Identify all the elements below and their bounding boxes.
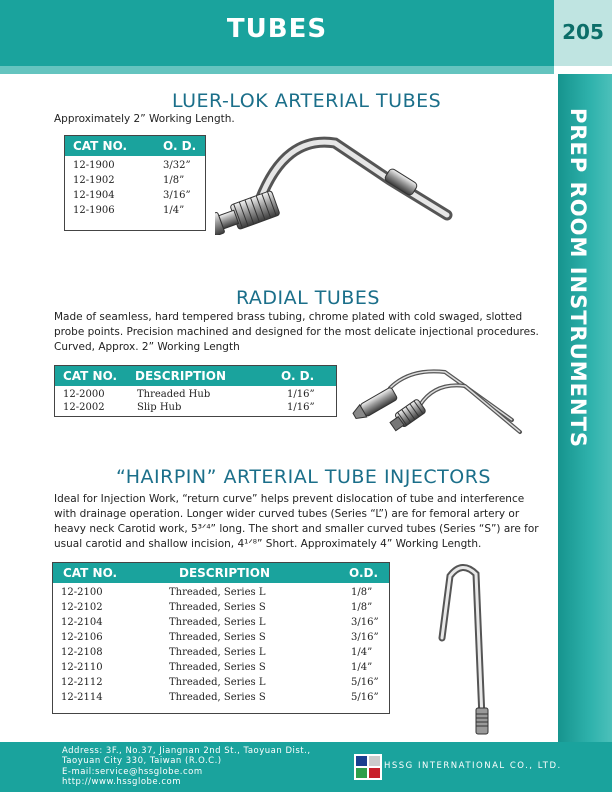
side-label: PREP ROOM INSTRUMENTS — [566, 108, 590, 449]
table-row — [65, 159, 205, 174]
luer-table — [64, 135, 206, 231]
luer-header-od: O. D. — [163, 139, 197, 153]
od-value: 1/16” — [287, 402, 315, 413]
header-stripe — [0, 66, 554, 74]
table-row — [53, 661, 389, 676]
hairpin-table — [52, 562, 390, 714]
description: Threaded, Series S — [169, 662, 266, 673]
table-row — [53, 646, 389, 661]
description: Threaded, Series L — [169, 617, 266, 628]
od-value: 5/16” — [351, 677, 379, 688]
table-row — [55, 388, 336, 401]
luer-header-cat: CAT NO. — [73, 139, 128, 153]
cat-no: 12-2106 — [61, 632, 103, 643]
cat-no: 12-2100 — [61, 587, 103, 598]
cat-no: 12-2102 — [61, 602, 103, 613]
od-value: 3/16” — [351, 632, 379, 643]
cat-no: 12-2000 — [63, 389, 105, 400]
company-logo-icon — [354, 754, 382, 780]
radial-description — [54, 310, 539, 355]
page-number: 205 — [562, 20, 604, 44]
luer-description: Approximately 2” Working Length. — [54, 113, 235, 125]
description: Threaded, Series S — [169, 632, 266, 643]
table-row — [53, 616, 389, 631]
od-value: 1/8” — [351, 602, 373, 613]
radial-tubes-illustration — [350, 360, 530, 440]
od-value: 1/4” — [351, 662, 373, 673]
cat-no: 12-2114 — [61, 692, 103, 703]
od-value: 1/4” — [351, 647, 373, 658]
radial-section-title: RADIAL TUBES — [236, 287, 380, 309]
luer-table-header — [65, 136, 205, 156]
cat-no: 12-2104 — [61, 617, 103, 628]
radial-header-od: O. D. — [281, 369, 315, 383]
luer-tube-illustration — [215, 125, 460, 235]
cat-no: 12-2108 — [61, 647, 103, 658]
radial-header-desc: DESCRIPTION — [135, 369, 227, 383]
company-name: HSSG INTERNATIONAL CO., LTD. — [384, 761, 562, 771]
cat-no: 12-1900 — [73, 160, 115, 171]
table-row — [53, 691, 389, 706]
hairpin-table-header — [53, 563, 389, 583]
cat-no: 12-1906 — [73, 205, 115, 216]
hairpin-header-desc: DESCRIPTION — [179, 566, 271, 580]
hairpin-section-title: “HAIRPIN” ARTERIAL TUBE INJECTORS — [116, 466, 491, 488]
hairpin-desc-line: usual carotid and shallow incision, 4¹ᐟ⁸” Short. Approximately 4” Working Length. — [54, 538, 482, 550]
od-value: 5/16” — [351, 692, 379, 703]
cat-no: 12-2112 — [61, 677, 103, 688]
footer-email[interactable]: E-mail:service@hssglobe.com — [62, 767, 203, 777]
footer-address-line1: Address: 3F., No.37, Jiangnan 2nd St., Taoyuan Dist., — [62, 746, 311, 756]
hairpin-tube-illustration — [420, 558, 500, 740]
page-title: TUBES — [226, 14, 328, 44]
od-value: 3/16” — [351, 617, 379, 628]
od-value: 1/4” — [163, 205, 185, 216]
cat-no: 12-1904 — [73, 190, 115, 201]
radial-desc-line: Curved, Approx. 2” Working Length — [54, 341, 240, 353]
hairpin-header-od: O.D. — [349, 566, 379, 580]
description: Threaded, Series L — [169, 587, 266, 598]
od-value: 1/8” — [351, 587, 373, 598]
cat-no: 12-2110 — [61, 662, 103, 673]
table-row — [65, 189, 205, 204]
cat-no: 12-2002 — [63, 402, 105, 413]
radial-table — [54, 365, 337, 417]
description: Threaded, Series L — [169, 647, 266, 658]
hairpin-header-cat: CAT NO. — [63, 566, 118, 580]
description: Threaded, Series L — [169, 677, 266, 688]
od-value: 3/32” — [163, 160, 191, 171]
table-row — [65, 204, 205, 219]
table-row — [53, 676, 389, 691]
table-row — [53, 601, 389, 616]
od-value: 1/8” — [163, 175, 185, 186]
description: Threaded Hub — [137, 389, 211, 400]
od-value: 1/16” — [287, 389, 315, 400]
description: Slip Hub — [137, 402, 182, 413]
footer-website[interactable]: http://www.hssglobe.com — [62, 777, 181, 787]
luer-section-title: LUER-LOK ARTERIAL TUBES — [172, 90, 442, 112]
description: Threaded, Series S — [169, 602, 266, 613]
table-row — [53, 631, 389, 646]
od-value: 3/16” — [163, 190, 191, 201]
footer-address-line2: Taoyuan City 330, Taiwan (R.O.C.) — [62, 756, 222, 766]
hairpin-desc-line: heavy neck Carotid work, 5³ᐟ⁴” long. The short and smaller curved tubes (Series “S”) are for — [54, 523, 539, 535]
radial-table-header — [55, 366, 336, 386]
radial-desc-line: Made of seamless, hard tempered brass tubing, chrome plated with cold swaged, slotted — [54, 311, 523, 323]
hairpin-desc-line: with drainage operation. Longer wider curved tubes (Series “L”) are for femoral artery or — [54, 508, 520, 520]
radial-header-cat: CAT NO. — [63, 369, 118, 383]
cat-no: 12-1902 — [73, 175, 115, 186]
radial-desc-line: probe points. Precision machined and designed for the most delicate injectional procedures. — [54, 326, 539, 338]
table-row — [65, 174, 205, 189]
description: Threaded, Series S — [169, 692, 266, 703]
hairpin-description — [54, 492, 539, 552]
hairpin-desc-line: Ideal for Injection Work, “return curve” helps prevent dislocation of tube and interference — [54, 493, 525, 505]
table-row — [53, 586, 389, 601]
table-row — [55, 401, 336, 414]
